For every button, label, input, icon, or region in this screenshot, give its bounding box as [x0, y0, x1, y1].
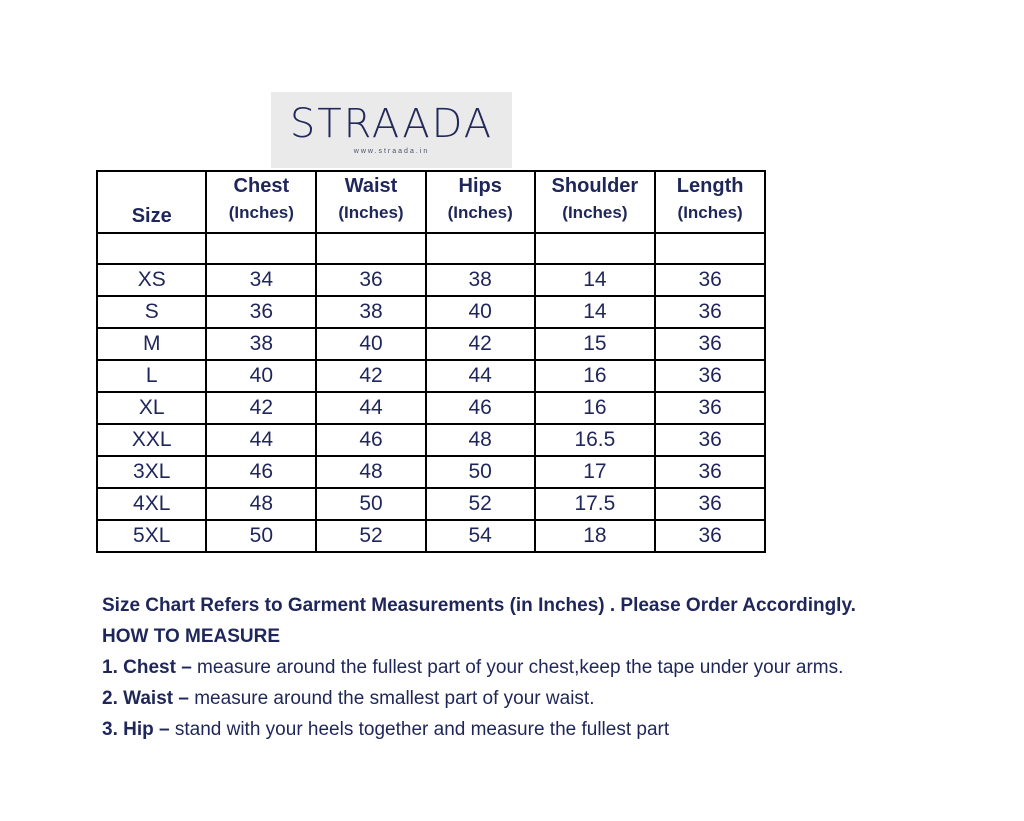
cell-shoulder: 17.5 — [535, 488, 656, 520]
table-row — [97, 360, 765, 392]
cell-chest: 36 — [206, 296, 316, 328]
cell-waist: 42 — [316, 360, 426, 392]
cell-chest: 38 — [206, 328, 316, 360]
cell-hips: 46 — [426, 392, 535, 424]
cell-chest: 44 — [206, 424, 316, 456]
header-size: Size — [97, 171, 206, 233]
cell-waist: 48 — [316, 456, 426, 488]
cell-chest: 34 — [206, 264, 316, 296]
cell-length: 36 — [655, 328, 765, 360]
cell-hips: 42 — [426, 328, 535, 360]
table-row — [97, 456, 765, 488]
note-hip: 3. Hip – stand with your heels together and measure the fullest part — [102, 719, 670, 740]
table-row — [97, 488, 765, 520]
table-row — [97, 264, 765, 296]
table-row — [97, 520, 765, 552]
cell-shoulder: 14 — [535, 264, 656, 296]
cell-chest: 46 — [206, 456, 316, 488]
cell-chest: 42 — [206, 392, 316, 424]
cell-shoulder: 14 — [535, 296, 656, 328]
cell-size: 3XL — [97, 456, 206, 488]
cell-waist: 40 — [316, 328, 426, 360]
header-hips: Hips (Inches) — [426, 171, 535, 233]
cell-length: 36 — [655, 456, 765, 488]
cell-size: L — [97, 360, 206, 392]
cell-shoulder: 16 — [535, 392, 656, 424]
header-length: Length (Inches) — [655, 171, 765, 233]
cell-chest: 40 — [206, 360, 316, 392]
note-waist: 2. Waist – measure around the smallest part of your waist. — [102, 688, 595, 709]
cell-chest: 50 — [206, 520, 316, 552]
brand-url: www.straada.in — [353, 148, 430, 155]
cell-size: XS — [97, 264, 206, 296]
header-chest: Chest (Inches) — [206, 171, 316, 233]
cell-waist: 36 — [316, 264, 426, 296]
cell-hips: 40 — [426, 296, 535, 328]
cell-size: 4XL — [97, 488, 206, 520]
cell-chest: 48 — [206, 488, 316, 520]
cell-shoulder: 16.5 — [535, 424, 656, 456]
cell-length: 36 — [655, 264, 765, 296]
cell-length: 36 — [655, 424, 765, 456]
how-to-measure-title: HOW TO MEASURE — [102, 626, 281, 647]
table-row — [97, 296, 765, 328]
cell-length: 36 — [655, 392, 765, 424]
table-row — [97, 424, 765, 456]
cell-waist: 50 — [316, 488, 426, 520]
cell-shoulder: 17 — [535, 456, 656, 488]
cell-length: 36 — [655, 520, 765, 552]
measurement-notes — [102, 590, 1002, 745]
note-chest: 1. Chest – measure around the fullest part of your chest,keep the tape under your arms. — [102, 657, 844, 678]
cell-hips: 50 — [426, 456, 535, 488]
table-row — [97, 328, 765, 360]
disclaimer-text: Size Chart Refers to Garment Measurements (in Inches) . Please Order Accordingly. — [102, 595, 856, 616]
cell-length: 36 — [655, 488, 765, 520]
cell-waist: 44 — [316, 392, 426, 424]
cell-waist: 52 — [316, 520, 426, 552]
header-waist: Waist (Inches) — [316, 171, 426, 233]
cell-size: 5XL — [97, 520, 206, 552]
cell-hips: 52 — [426, 488, 535, 520]
cell-hips: 38 — [426, 264, 535, 296]
table-header-row — [97, 171, 765, 233]
cell-hips: 48 — [426, 424, 535, 456]
header-shoulder: Shoulder (Inches) — [535, 171, 656, 233]
cell-shoulder: 18 — [535, 520, 656, 552]
cell-shoulder: 15 — [535, 328, 656, 360]
brand-logo — [271, 92, 512, 168]
table-blank-row — [97, 233, 765, 264]
cell-size: S — [97, 296, 206, 328]
cell-size: XXL — [97, 424, 206, 456]
cell-length: 36 — [655, 360, 765, 392]
brand-name: STRAADA — [289, 101, 494, 147]
cell-size: M — [97, 328, 206, 360]
cell-waist: 38 — [316, 296, 426, 328]
table-row — [97, 392, 765, 424]
cell-length: 36 — [655, 296, 765, 328]
cell-hips: 44 — [426, 360, 535, 392]
cell-shoulder: 16 — [535, 360, 656, 392]
cell-waist: 46 — [316, 424, 426, 456]
cell-hips: 54 — [426, 520, 535, 552]
size-chart-table — [96, 170, 766, 553]
cell-size: XL — [97, 392, 206, 424]
